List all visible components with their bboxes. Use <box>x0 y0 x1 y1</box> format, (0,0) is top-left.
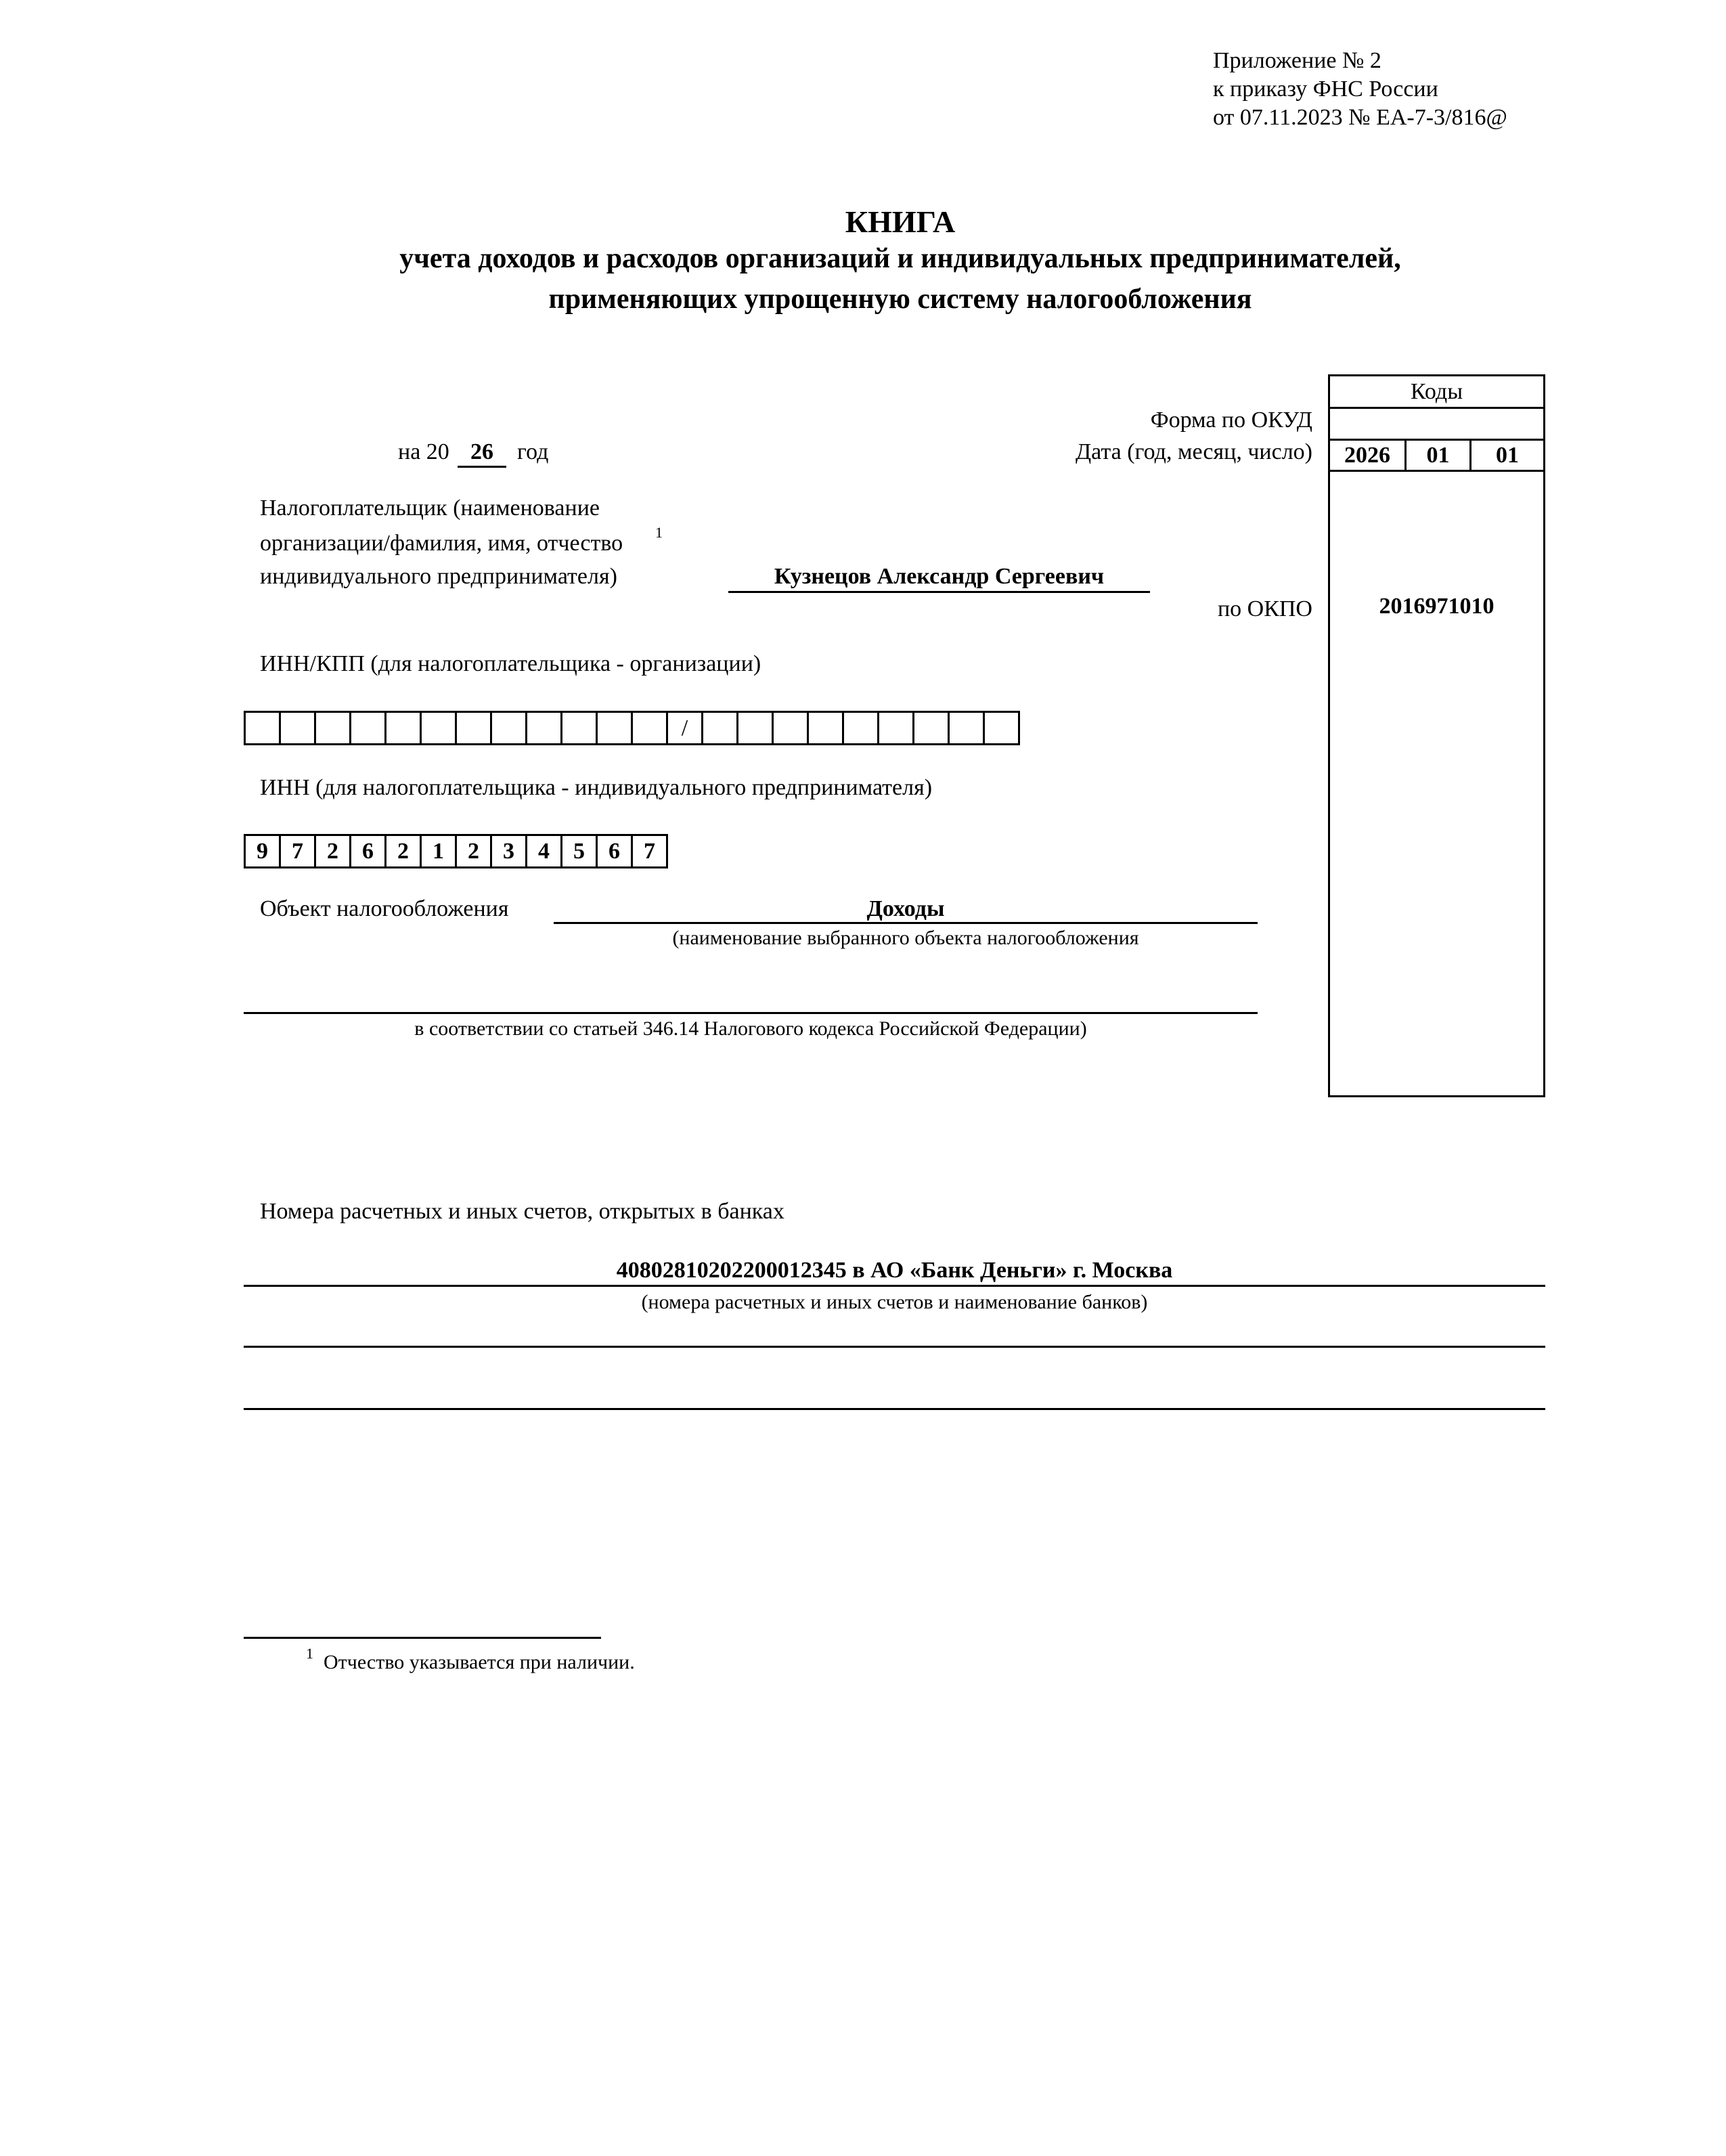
object-underline <box>554 922 1258 924</box>
accounts-underline <box>244 1285 1545 1287</box>
inn-kpp-cell <box>703 713 738 745</box>
inn-cell: 1 <box>422 836 457 868</box>
inn-kpp-cell <box>774 713 809 745</box>
inn-kpp-cell <box>422 713 457 745</box>
inn-kpp-cell: / <box>668 713 703 745</box>
appendix-line-1: Приложение № 2 <box>1213 48 1381 73</box>
document-subtitle-1: учета доходов и расходов организаций и индивидуальных предпринимателей, <box>399 243 1401 274</box>
inn-cell: 2 <box>316 836 351 868</box>
inn-kpp-cell <box>281 713 316 745</box>
appendix-line-2: к приказу ФНС России <box>1213 76 1438 102</box>
inn-kpp-cell <box>914 713 950 745</box>
taxpayer-footnote-mark: 1 <box>655 524 663 541</box>
inn-kpp-label: ИНН/КПП (для налогоплательщика - организации) <box>260 651 761 676</box>
codes-header: Коды <box>1330 376 1543 409</box>
taxpayer-underline <box>728 591 1150 593</box>
date-day: 01 <box>1496 442 1519 468</box>
inn-cell: 6 <box>351 836 386 868</box>
taxpayer-label-2: организации/фамилия, имя, отчество <box>260 531 623 556</box>
date-year: 2026 <box>1330 441 1407 470</box>
object-value: Доходы <box>866 896 945 921</box>
inn-kpp-cell <box>738 713 774 745</box>
inn-kpp-cell <box>351 713 386 745</box>
date-label: Дата (год, месяц, число) <box>1075 439 1312 464</box>
inn-cell: 7 <box>633 836 668 868</box>
date-row <box>1330 441 1543 472</box>
inn-kpp-cells <box>244 711 1020 745</box>
inn-kpp-cell <box>844 713 879 745</box>
document-subtitle-2: применяющих упрощенную систему налогообложения <box>548 284 1252 315</box>
inn-kpp-cell <box>316 713 351 745</box>
object-hint-2: в соответствии со статьей 346.14 Налогового кодекса Российской Федерации) <box>414 1017 1087 1040</box>
inn-cell: 2 <box>457 836 492 868</box>
inn-cells <box>244 834 668 868</box>
okud-label: Форма по ОКУД <box>1150 408 1312 433</box>
date-month: 01 <box>1407 441 1471 470</box>
inn-label: ИНН (для налогоплательщика - индивидуального предпринимателя) <box>260 775 933 800</box>
inn-cell: 5 <box>562 836 598 868</box>
object-label: Объект налогообложения <box>260 896 509 921</box>
inn-kpp-cell <box>950 713 985 745</box>
taxpayer-value: Кузнецов Александр Сергеевич <box>774 564 1105 589</box>
year-value: 26 <box>458 439 506 468</box>
inn-kpp-cell <box>492 713 527 745</box>
document-title: КНИГА <box>845 204 956 239</box>
inn-cell: 7 <box>281 836 316 868</box>
appendix-line-3: от 07.11.2023 № ЕА-7-3/816@ <box>1213 105 1507 130</box>
footnote-separator <box>244 1637 601 1639</box>
inn-cell: 9 <box>246 836 281 868</box>
inn-cell: 6 <box>598 836 633 868</box>
object-second-line <box>244 1012 1258 1014</box>
inn-kpp-cell <box>562 713 598 745</box>
inn-kpp-cell <box>809 713 844 745</box>
okpo-value: 2016971010 <box>1379 594 1495 619</box>
inn-kpp-cell <box>633 713 668 745</box>
accounts-value: 40802810202200012345 в АО «Банк Деньги» г. Москва <box>616 1258 1173 1283</box>
inn-kpp-cell <box>598 713 633 745</box>
object-hint: (наименование выбранного объекта налогообложения <box>672 927 1139 949</box>
accounts-line-2 <box>244 1346 1545 1348</box>
okud-value <box>1330 409 1543 441</box>
accounts-hint: (номера расчетных и иных счетов и наименование банков) <box>641 1291 1148 1313</box>
footnote-text: Отчество указывается при наличии. <box>324 1651 635 1673</box>
okpo-label: по ОКПО <box>1217 596 1312 621</box>
accounts-line-3 <box>244 1408 1545 1410</box>
inn-kpp-cell <box>985 713 1020 745</box>
inn-kpp-cell <box>527 713 562 745</box>
inn-cell: 4 <box>527 836 562 868</box>
inn-cell: 2 <box>386 836 422 868</box>
codes-box <box>1328 374 1545 1097</box>
inn-kpp-cell <box>386 713 422 745</box>
taxpayer-label-1: Налогоплательщик (наименование <box>260 496 600 521</box>
inn-cell: 3 <box>492 836 527 868</box>
inn-kpp-cell <box>246 713 281 745</box>
accounts-label: Номера расчетных и иных счетов, открытых в банках <box>260 1199 784 1224</box>
footnote-mark: 1 <box>306 1645 313 1662</box>
taxpayer-label-3: индивидуального предпринимателя) <box>260 564 617 589</box>
year-prefix: на 20 <box>398 439 449 464</box>
inn-kpp-cell <box>879 713 914 745</box>
year-suffix: год <box>517 439 549 464</box>
inn-kpp-cell <box>457 713 492 745</box>
